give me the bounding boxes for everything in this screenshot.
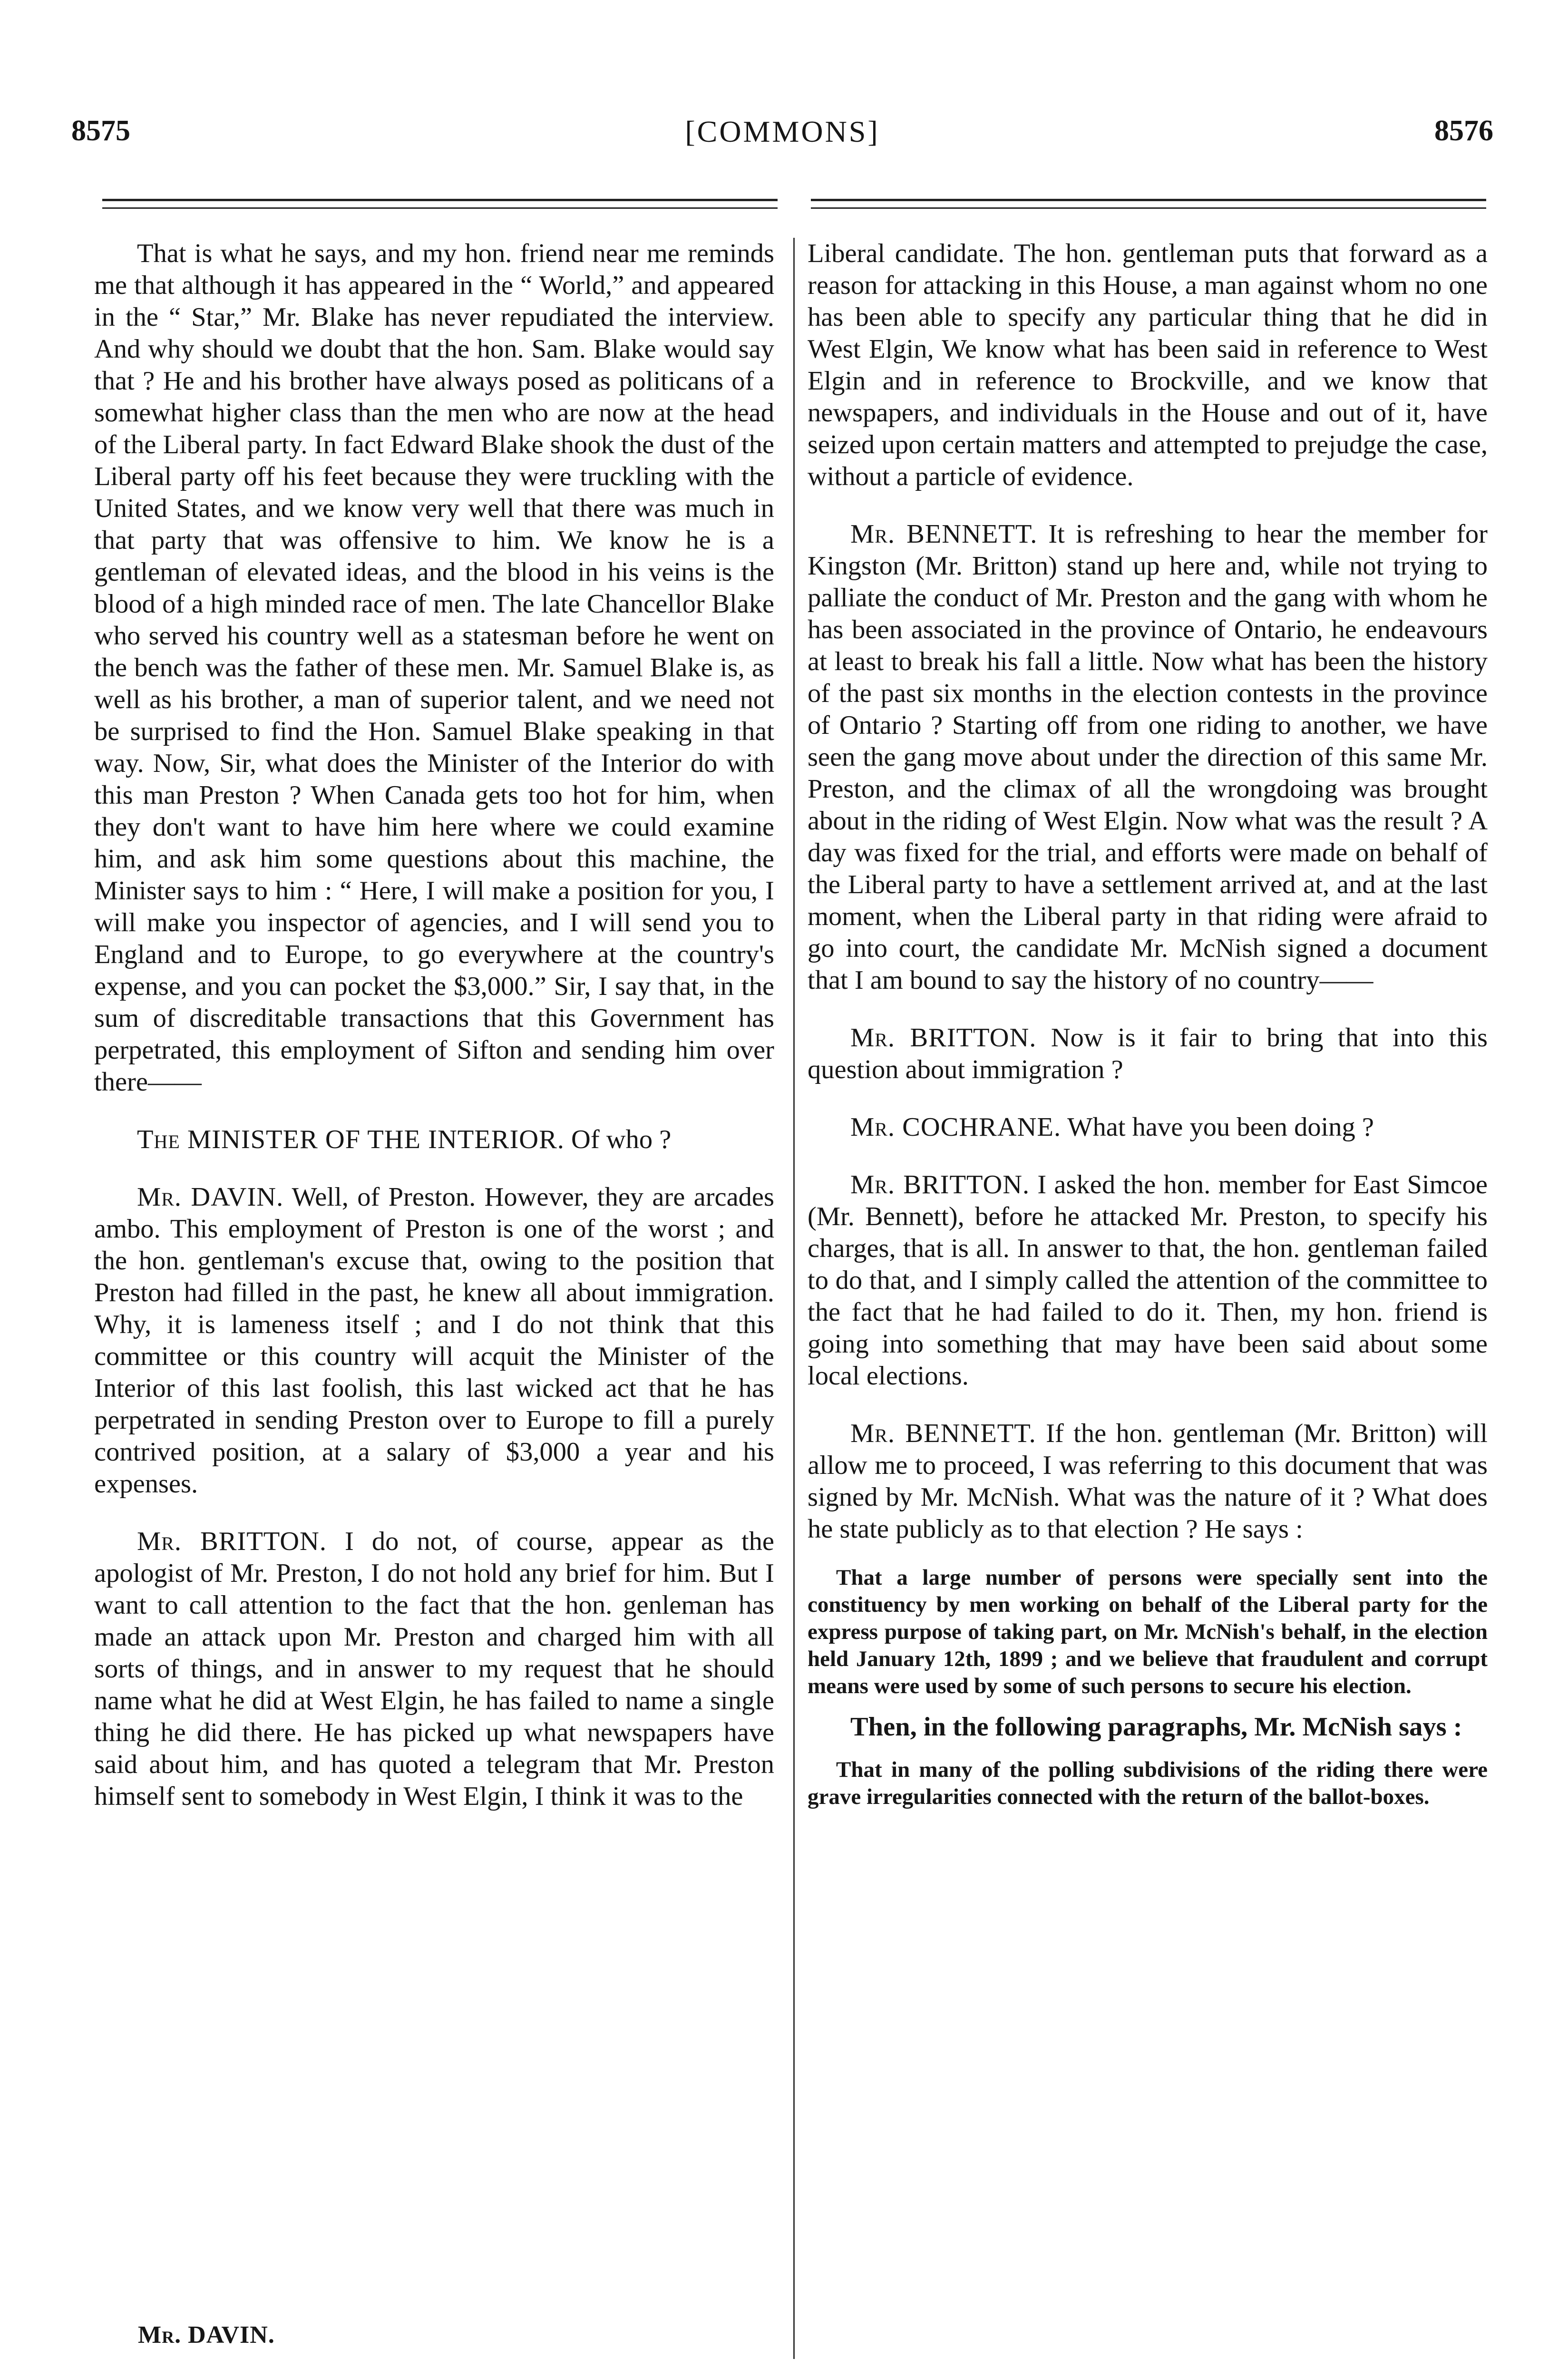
right-column <box>808 238 1488 1811</box>
paragraph-text: Now is it fair to bring that into this question about immigration ? <box>808 1023 1488 1084</box>
paragraph-text: What have you been doing ? <box>1061 1112 1374 1142</box>
speaker-name: Mr. COCHRANE. <box>850 1112 1062 1142</box>
column-divider <box>793 238 795 2359</box>
speaker-name: Mr. BENNETT. <box>850 1419 1036 1448</box>
speaker-name: Mr. DAVIN. <box>137 1182 284 1212</box>
speaker-name: Mr. BRITTON. <box>137 1527 327 1556</box>
block-quote: That a large number of persons were specially sent into the constituency by men working on behalf of the Liberal party for the express purpose of taking part, on Mr. McNish's behalf, in the election held January 12th, 1899 ; and we believe that fraudulent and corrupt means were used by some of such persons to secure his election. <box>808 1565 1488 1698</box>
speaker-name: Mr. BENNETT. <box>850 519 1038 549</box>
page-number-left: 8575 <box>71 115 130 147</box>
paragraph <box>808 1418 1488 1545</box>
header-rule-left-lower <box>102 207 778 209</box>
paragraph-text: If the hon. gentleman (Mr. Britton) will allow me to proceed, I was referring to this document that was signed by Mr. McNish. What was the nature of it ? What does he state publicly as to that election ? He says : <box>808 1419 1488 1544</box>
speaker-name: The MINISTER OF THE INTERIOR. <box>137 1125 565 1154</box>
header-rule-right <box>811 199 1486 201</box>
paragraph-text: That is what he says, and my hon. friend near me reminds me that although it has appeared in the “ World,” and appeared in the “ Star,” Mr. Blake has never repudiated the interview. And why should we doubt that the hon. Sam. Blake would say that ? He and his brother have always posed as politicans of a somewhat higher class than the men who are now at the head of the Liberal party. In fact Edward Blake shook the dust of the Liberal party off his feet because they were truckling with the United States, and we know very well that there was much in that party that was offensive to him. We know he is a gentleman of elevated ideas, and the blood in his veins is the blood of a high minded race of men. The late Chancellor Blake who served his country well as a statesman before he went on the bench was the father of these men. Mr. Samuel Blake is, as well as his brother, a man of superior talent, and we need not be surprised to find the Hon. Samuel Blake speaking in that way. Now, Sir, what does the Minister of the Interior do with this man Preston ? When Canada gets too hot for him, when they don't want to have him here where we could examine him, and ask him some questions about this machine, the Minister says to him : “ Here, I will make a position for you, I will make you inspector of agencies, and I will send you to England and to Europe, to go everywhere at the country's expense, and you can pocket the $3,000.” Sir, I say that, in the sum of discreditable transactions that this Government has perpetrated, this employment of Sifton and sending him over there—— <box>94 239 774 1097</box>
paragraph-text: I asked the hon. member for East Simcoe (Mr. Bennett), before he attacked Mr. Preston, to specify his charges, that is all. In answer to that, the hon. gentleman failed to do that, and I simply called the attention of the committee to the fact that he had failed to do it. Then, my hon. friend is going into something that may have been said about some local elections. <box>808 1170 1488 1391</box>
running-head: [COMMONS] <box>685 115 880 148</box>
page-number-right: 8576 <box>1434 115 1493 147</box>
paragraph <box>808 1169 1488 1392</box>
paragraph <box>808 238 1488 493</box>
paragraph-text: Liberal candidate. The hon. gentleman puts that forward as a reason for attacking in this House, a man against whom no one has been able to specify any particular thing that he did in West Elgin, We know what has been said in reference to West Elgin and in reference to Brockville, and we know that newspapers, and individuals in the House and out of it, have seized upon certain matters and attempted to prejudge the case, without a particle of evidence. <box>808 239 1488 491</box>
paragraph-text: Of who ? <box>564 1125 672 1154</box>
paragraph-text: Well, of Preston. However, they are arcades ambo. This employment of Preston is one of the worst ; and the hon. gentleman's excuse that, owing to the position that Preston had filled in the past, he knew all about immigration. Why, it is lameness itself ; and I do not think that this committee or this country will acquit the Minister of the Interior of this last foolish, this last wicked act that he has perpetrated in sending Preston over to Europe to fill a purely contrived position, at a salary of $3,000 a year and his expenses. <box>94 1182 774 1499</box>
paragraph <box>808 518 1488 996</box>
paragraph-text: It is refreshing to hear the member for Kingston (Mr. Britton) stand up here and, while not trying to palliate the conduct of Mr. Preston and the gang with whom he has been associated in the province of Ontario, he endeavours at least to break his fall a little. Now what has been the history of the past six months in the election contests in the province of Ontario ? Starting off from one riding to another, we have seen the gang move about under the direction of this same Mr. Preston, and the climax of all the wrongdoing was brought about in the riding of West Elgin. Now what was the result ? A day was fixed for the trial, and efforts were made on behalf of the Liberal party to have a settlement arrived at, and at the last moment, when the Liberal party in that riding were afraid to go into court, the candidate Mr. McNish signed a document that I am bound to say the history of no country—— <box>808 519 1488 995</box>
footer-speaker-catchword: Mr. DAVIN. <box>138 2321 275 2349</box>
paragraph <box>94 1526 774 1813</box>
speaker-name: Mr. BRITTON. <box>850 1170 1030 1199</box>
left-column <box>94 238 774 1813</box>
header-rule-right-lower <box>811 207 1486 209</box>
paragraph <box>808 1111 1488 1143</box>
paragraph-text: I do not, of course, appear as the apologist of Mr. Preston, I do not hold any brief for him. But I want to call attention to the fact that the hon. genleman has made an attack upon Mr. Preston and charged him with all sorts of things, and in answer to my request that he should name what he did at West Elgin, he has failed to name a single thing he did there. He has picked up what newspapers have said about him, and has quoted a telegram that Mr. Preston himself sent to somebody in West Elgin, I think it was to the <box>94 1527 775 1811</box>
paragraph <box>94 1124 774 1156</box>
paragraph <box>94 238 774 1098</box>
paragraph <box>94 1181 774 1500</box>
header-rule-left <box>102 199 778 201</box>
paragraph <box>808 1022 1488 1086</box>
page-header <box>71 114 1493 166</box>
speaker-name: Mr. BRITTON. <box>850 1023 1037 1053</box>
block-quote: That in many of the polling subdivisions of the riding there were grave irregularities connected with the return of the ballot-boxes. <box>808 1757 1488 1809</box>
transition-text: Then, in the following paragraphs, Mr. McNish says : <box>850 1712 1462 1742</box>
